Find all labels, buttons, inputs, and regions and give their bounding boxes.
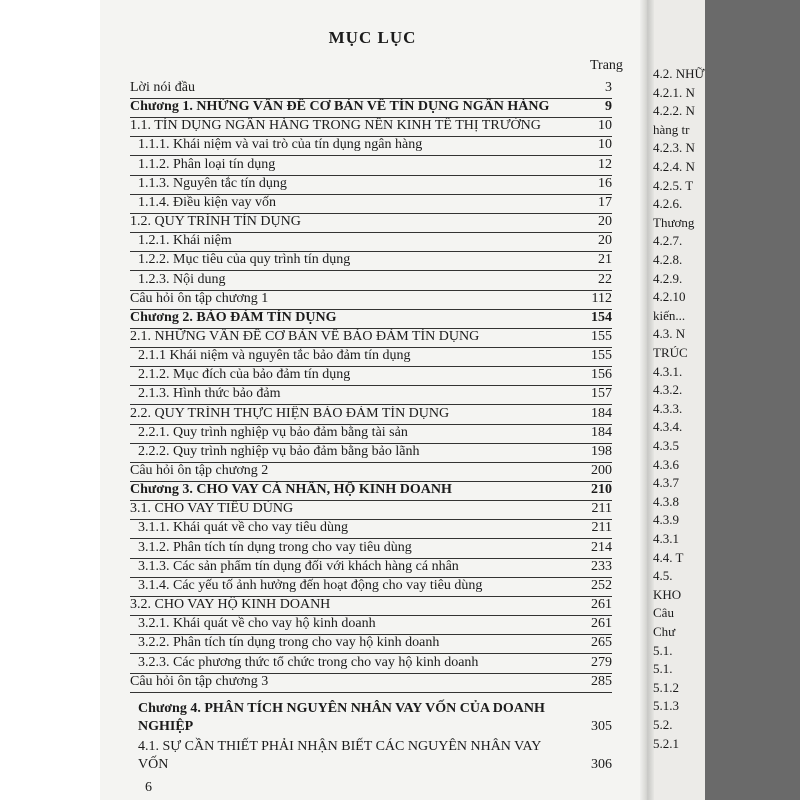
toc-entry: [130, 425, 612, 445]
toc-entry: [130, 195, 612, 215]
toc-entry-text: 1.2.1. Khái niệm: [138, 233, 232, 249]
toc-entry-page: 17: [598, 194, 612, 210]
toc-entry-text: 4.1. SỰ CẦN THIẾT PHẢI NHẬN BIẾT CÁC NGUYÊN NHÂN VAY: [138, 739, 542, 754]
right-page-line: 4.2.2. N: [653, 103, 695, 119]
toc-entry-text: Chương 3. CHO VAY CÁ NHÂN, HỘ KINH DOANH: [130, 482, 452, 498]
toc-entry-page: 198: [591, 443, 612, 459]
toc-entry: [130, 348, 612, 368]
toc-entry-page: 285: [591, 673, 612, 689]
toc-entry-text: 1.2. QUY TRÌNH TÍN DỤNG: [130, 214, 301, 230]
toc-entry-text: 3.1. CHO VAY TIÊU DÙNG: [130, 501, 294, 517]
toc-entry-page: 157: [591, 386, 612, 402]
toc-entry-text: 1.1.4. Điều kiện vay vốn: [138, 194, 277, 210]
toc-entry-underline: [130, 692, 612, 693]
background-strip: [0, 0, 100, 800]
toc-entry-page: 9: [605, 99, 612, 115]
toc-entry-page: 210: [591, 482, 612, 498]
toc-entry-text: 3.1.3. Các sản phẩm tín dụng đối với khách hàng cá nhân: [138, 558, 459, 574]
right-page-line: 5.1.3: [653, 698, 679, 714]
toc-entry-text: Chương 4. PHÂN TÍCH NGUYÊN NHÂN VAY VỐN CỦA DOANH: [138, 701, 545, 716]
toc-entry-page: 155: [591, 328, 612, 344]
right-page-line: 4.3.5: [653, 438, 679, 453]
right-page-line: 4.2.4. N: [653, 159, 695, 174]
toc-entry-page: 10: [598, 137, 612, 153]
toc-entry-page: 261: [591, 616, 612, 632]
toc-entry-page: 20: [598, 214, 612, 230]
right-page-line: 5.2.1: [653, 735, 679, 751]
right-page-line: 4.2.7.: [653, 233, 683, 249]
toc-entry-text: Câu hỏi ôn tập chương 2: [130, 463, 269, 478]
toc-entry-text: 3.2.3. Các phương thức tổ chức trong cho vay hộ kinh doanh: [138, 654, 479, 670]
right-page-line: 4.3.6: [653, 456, 679, 472]
toc-entry: [130, 176, 612, 196]
right-page-line: kiến...: [653, 307, 686, 323]
toc-entry: [130, 137, 612, 157]
right-page-line: 4.3.1: [653, 531, 679, 546]
right-page-line: KHO: [653, 586, 682, 602]
right-page-line: 4.2.6.: [653, 196, 683, 212]
toc-entry-text: 2.2. QUY TRÌNH THỰC HIỆN BẢO ĐẢM TÍN DỤNG: [130, 405, 450, 421]
toc-entry-page: 261: [591, 597, 612, 613]
toc-entry-page: 10: [598, 118, 612, 134]
right-page-line: 4.3. N: [653, 326, 686, 342]
toc-entry: [130, 655, 612, 675]
toc-entry: [130, 233, 612, 253]
right-page-line: 4.3.2.: [653, 382, 683, 398]
right-page-line: 5.1.2: [653, 679, 679, 695]
toc-entry-page: 279: [591, 654, 612, 670]
right-page-line: hàng tr: [653, 121, 690, 137]
toc-entry: [130, 99, 612, 119]
toc-entry-page: 156: [591, 367, 612, 383]
toc-entry-page: 3: [605, 80, 612, 95]
toc-entry-text: Chương 1. NHỮNG VẤN ĐỀ CƠ BẢN VỀ TÍN DỤNG NGÂN HÀNG: [130, 99, 550, 115]
toc-entry: [130, 444, 612, 464]
right-page-line: 4.2. NHỮ: [653, 66, 705, 81]
right-page-line: 4.3.1.: [653, 363, 683, 379]
toc-entry-page: 155: [591, 348, 612, 364]
right-page-line: Chư: [653, 624, 676, 639]
right-page-line: 4.3.7: [653, 475, 679, 491]
page-column-header: Trang: [590, 58, 623, 73]
toc-entry: [130, 157, 612, 177]
toc-entry-page: 22: [598, 271, 612, 287]
toc-entry-page: 16: [598, 175, 612, 191]
toc-entry: [130, 482, 612, 502]
right-page-line: 4.3.8: [653, 493, 679, 509]
toc-entry: [130, 540, 612, 560]
right-page-line: 4.4. T: [653, 549, 684, 565]
toc-entry-page: 252: [591, 577, 612, 593]
right-page-line: 5.1.: [653, 642, 673, 658]
toc-entry-text: 3.2.1. Khái quát về cho vay hộ kinh doanh: [138, 616, 376, 632]
toc-entry: [130, 406, 612, 426]
toc-entry: [130, 252, 612, 272]
toc-entry-text: 1.1. TÍN DỤNG NGÂN HÀNG TRONG NỀN KINH TẾ THỊ TRƯỜNG: [130, 118, 541, 134]
toc-entry: [130, 674, 612, 694]
right-page-line: 4.2.3. N: [653, 140, 695, 156]
right-page-line: 5.2.: [653, 717, 673, 732]
toc-entry: [130, 635, 612, 655]
toc-entry: [130, 559, 612, 579]
toc-entry-text: 1.2.2. Mục tiêu của quy trình tín dụng: [138, 252, 351, 268]
right-page-line: 4.2.5. T: [653, 177, 694, 193]
right-page-line: 4.3.9: [653, 512, 679, 528]
toc-entry: [130, 291, 612, 311]
toc-entry-text: 2.1.2. Mục đích của bảo đảm tín dụng: [138, 367, 351, 383]
toc-entry-page: 20: [598, 233, 612, 249]
right-page-line: 4.5.: [653, 568, 673, 584]
right-page-line: 4.3.3.: [653, 400, 683, 416]
toc-entry-page: 112: [591, 290, 612, 306]
dark-background: [705, 0, 800, 800]
right-page-line: 4.2.1. N: [653, 84, 695, 100]
toc-entry-text: Chương 2. BẢO ĐẢM TÍN DỤNG: [130, 309, 337, 325]
toc-entry-page: 211: [591, 501, 612, 517]
toc-entry-page: 214: [591, 539, 612, 555]
toc-entry-text: NGHIỆP: [138, 719, 194, 734]
toc-entry: [130, 463, 612, 483]
toc-entry: [130, 214, 612, 234]
toc-entry: [130, 520, 612, 540]
toc-entry-text: 1.1.3. Nguyên tắc tín dụng: [138, 175, 287, 191]
toc-entry: [130, 386, 612, 406]
toc-entry-page: 184: [591, 405, 612, 421]
toc-entry-text: 2.2.1. Quy trình nghiệp vụ bảo đảm bằng tài sản: [138, 424, 408, 440]
toc-entry-page: 211: [591, 520, 612, 536]
toc-entry-page: 12: [598, 156, 612, 172]
toc-entry-text: 2.1.3. Hình thức bảo đảm: [138, 386, 281, 402]
toc-entry-page: 21: [598, 252, 612, 268]
toc-entry-text: 1.1.1. Khái niệm và vai trò của tín dụng ngân hàng: [138, 137, 423, 153]
toc-entry-page: 306: [591, 757, 612, 772]
toc-entry-text: 3.1.4. Các yếu tố ảnh hưởng đến hoạt động cho vay tiêu dùng: [138, 577, 483, 593]
toc-entry-text: 3.2. CHO VAY HỘ KINH DOANH: [130, 597, 331, 613]
toc-entry-text: 3.2.2. Phân tích tín dụng trong cho vay hộ kinh doanh: [138, 635, 440, 651]
toc-entry-page: 184: [591, 424, 612, 440]
toc-entry-page: 200: [591, 463, 612, 478]
toc-entry-page: 154: [591, 309, 612, 325]
toc-entry-text: 1.1.2. Phân loại tín dụng: [138, 156, 276, 172]
toc-entry-text: 2.2.2. Quy trình nghiệp vụ bảo đảm bằng bảo lãnh: [138, 443, 420, 459]
toc-entry: [130, 118, 612, 138]
toc-entry-text: Câu hỏi ôn tập chương 3: [130, 673, 269, 689]
toc-entry: [130, 272, 612, 292]
toc-entry-text: 1.2.3. Nội dung: [138, 271, 226, 287]
page-number: 6: [145, 780, 152, 795]
right-page-line: 4.2.8.: [653, 252, 683, 267]
book-gutter: [640, 0, 654, 800]
right-page-line: Thương: [653, 214, 695, 230]
toc-entry: [130, 329, 612, 349]
toc-entry: [130, 597, 612, 617]
right-page-line: 4.3.4.: [653, 419, 683, 435]
toc-entry: [130, 616, 612, 636]
toc-entry-page: 305: [591, 719, 612, 734]
toc-entry-text: 3.1.2. Phân tích tín dụng trong cho vay tiêu dùng: [138, 539, 412, 555]
right-page-line: Câu: [653, 605, 674, 621]
toc-entry-text: Câu hỏi ôn tập chương 1: [130, 290, 269, 306]
toc-entry: [130, 501, 612, 521]
right-page-line: 5.1.: [653, 661, 673, 677]
toc-entry-text: Lời nói đầu: [130, 80, 195, 95]
toc-entry: [130, 310, 612, 330]
right-page-line: 4.2.10: [653, 289, 686, 305]
toc-entry-text: 2.1. NHỮNG VẤN ĐỀ CƠ BẢN VỀ BẢO ĐẢM TÍN DỤNG: [130, 328, 480, 344]
toc-entry-text: 2.1.1 Khái niệm và nguyên tắc bảo đảm tín dụng: [138, 348, 411, 364]
toc-entry-chapter-4: [138, 700, 612, 736]
toc-entry-page: 233: [591, 558, 612, 574]
toc-entry-text: VỐN: [138, 757, 169, 772]
toc-entry: [130, 578, 612, 598]
toc-entry-text: 3.1.1. Khái quát về cho vay tiêu dùng: [138, 520, 348, 536]
toc-entry: [130, 367, 612, 387]
toc-entry-page: 265: [591, 635, 612, 651]
toc-entry: [130, 80, 612, 100]
right-page-line: TRÚC: [653, 345, 688, 360]
toc-entry-4-1: [138, 738, 612, 774]
page-title: MỤC LỤC: [328, 28, 417, 47]
right-page-line: 4.2.9.: [653, 270, 683, 286]
